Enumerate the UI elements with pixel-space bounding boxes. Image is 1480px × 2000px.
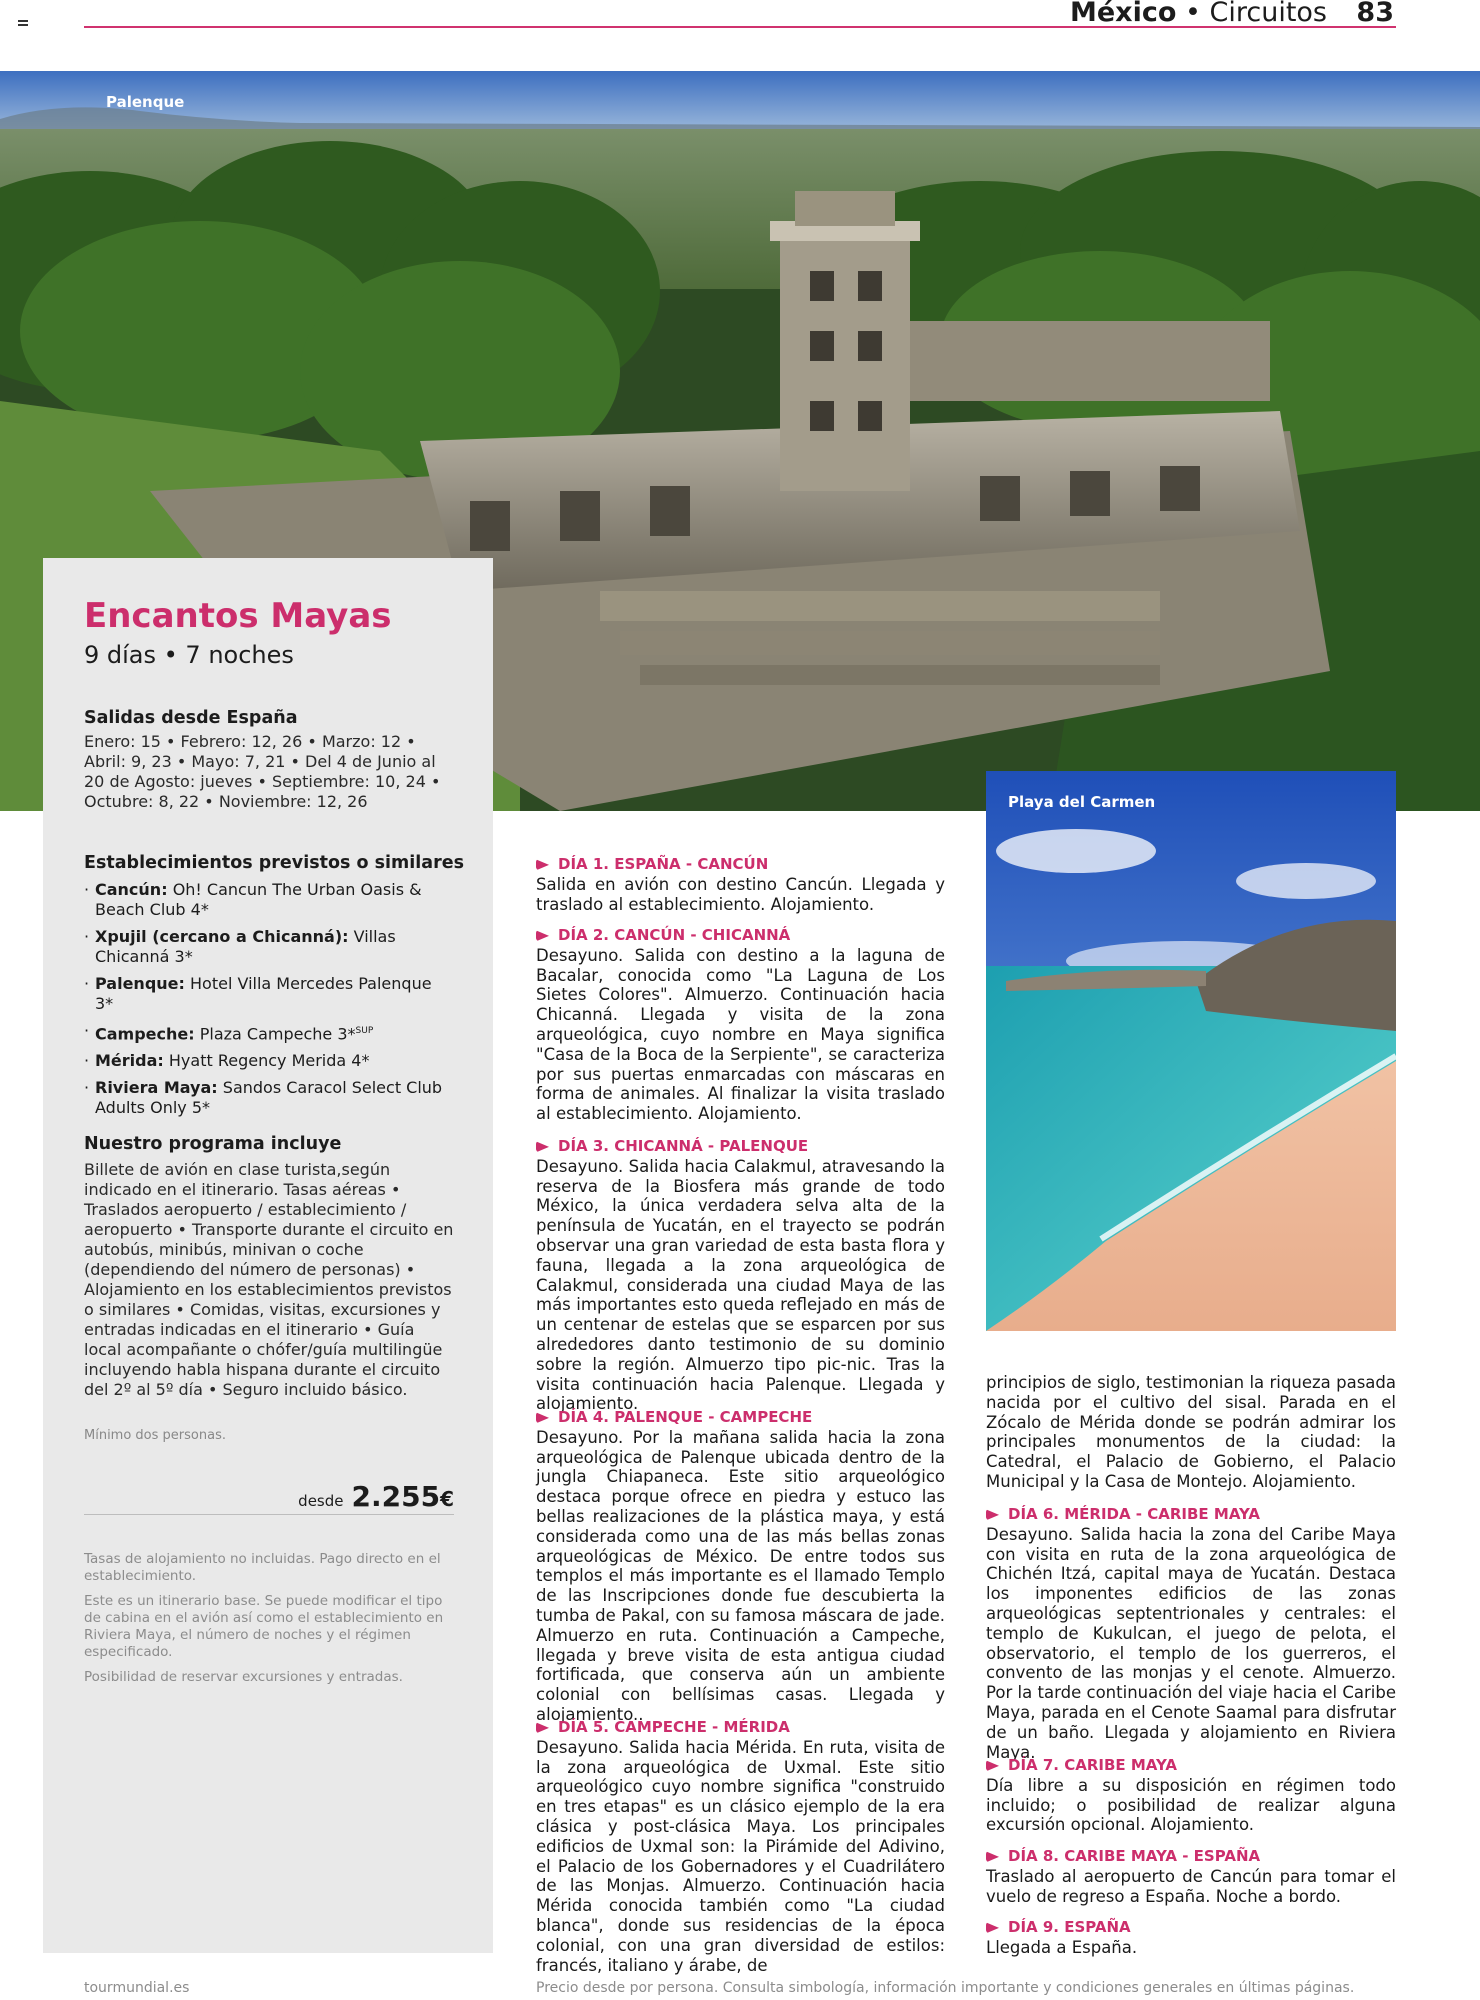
departures-heading: Salidas desde España: [84, 708, 298, 728]
menu-icon[interactable]: [18, 20, 28, 28]
arrow-tag-icon: [536, 1141, 549, 1152]
hotel-item: · Riviera Maya: Sandos Caracol Select Club Adults Only 5*: [84, 1078, 454, 1118]
note-itinerary: Este es un itinerario base. Se puede modificar el tipo de cabina en el avión así como el establecimiento en Riviera Maya, el número de noches y el régimen especificado.: [84, 1593, 444, 1660]
trip-duration: 9 días • 7 noches: [84, 641, 294, 669]
price-value: 2.255: [351, 1480, 441, 1513]
hotel-item: · Palenque: Hotel Villa Mercedes Palenque 3*: [84, 974, 454, 1014]
hero-photo-label: Palenque: [106, 93, 185, 111]
side-photo-playa-del-carmen: [986, 771, 1396, 1331]
hotels-list: [84, 880, 454, 1125]
hotels-heading: Establecimientos previstos o similares: [84, 853, 465, 873]
price: desde 2.255€: [298, 1480, 454, 1513]
page-number: 83: [1356, 0, 1394, 28]
departures-dates: Enero: 15 • Febrero: 12, 26 • Marzo: 12 • Abril: 9, 23 • Mayo: 7, 21 • Del 4 de Junio al 20 de Agosto: jueves • Septiembre: 10, 24 • Octubre: 8, 22 • Noviembre: 12, 26: [84, 732, 441, 811]
side-photo-label: Playa del Carmen: [1008, 793, 1156, 811]
hotel-item: · Mérida: Hyatt Regency Merida 4*: [84, 1051, 454, 1071]
day-7: DÍA 7. CARIBE MAYA Día libre a su disposición en régimen todo incluido; o posibilidad de realizar alguna excursión opcional. Alojamiento.: [986, 1756, 1396, 1835]
price-divider: [84, 1514, 454, 1515]
arrow-tag-icon: [536, 930, 549, 941]
day-6: DÍA 6. MÉRIDA - CARIBE MAYA Desayuno. Salida hacia la zona del Caribe Maya con visita en ruta de la zona arqueológica de Chichén Itzá, capital maya de Yucatán. Destaca los imponentes edificios de las zonas arqueológicas septentrionales y centrales: el templo de Kukulcan, el juego de pelota, el observatorio, el templo de los guerreros, el convento de las monjas y el cenote. Almuerzo. Por la tarde continuación del viaje hacia el Caribe Maya, parada en el Cenote Saamal para disfrutar de un baño. Llegada y alojamiento en Riviera Maya.: [986, 1505, 1396, 1762]
day-3: DÍA 3. CHICANNÁ - PALENQUE Desayuno. Salida hacia Calakmul, atravesando la reserva de la Biosfera más grande de todo México, la única verdadera selva alta de la península de Yucatán, en el trayecto se podrán observar una gran variedad de esta basta flora y fauna, llegada a la zona arqueológica de Calakmul, considerada una ciudad Maya de las más importantes esto queda reflejado en más de un centenar de estelas que se esparcen por sus alrededores danto testimonio de su dominio sobre la región. Almuerzo tipo pic-nic. Tras la visita continuación hacia Palenque. Llegada y alojamiento.: [536, 1137, 945, 1414]
footer-note: Precio desde por persona. Consulta simbología, información importante y condiciones generales en últimas páginas.: [536, 1980, 1355, 1996]
day-5: DÍA 5. CAMPECHE - MÉRIDA Desayuno. Salida hacia Mérida. En ruta, visita de la zona arqueológica de Uxmal. Este sitio arqueológico cuyo nombre significa "construido en tres etapas" es un clásico ejemplo de la era clásica y post-clásica Maya. Los principales edificios de Uxmal son: la Pirámide del Adivino, el Palacio de los Gobernadores y el Cuadrilátero de las Monjas. Almuerzo. Continuación hacia Mérida conocida también como "La ciudad blanca", donde sus residencias de la época colonial, con una gran diversidad de estilos: francés, italiano y árabe, de: [536, 1718, 945, 1975]
note-excursions: Posibilidad de reservar excursiones y entradas.: [84, 1669, 403, 1685]
minimum-note: Mínimo dos personas.: [84, 1428, 226, 1443]
arrow-tag-icon: [986, 1851, 999, 1862]
day-8: DÍA 8. CARIBE MAYA - ESPAÑA Traslado al aeropuerto de Cancún para tomar el vuelo de regreso a España. Noche a bordo.: [986, 1847, 1396, 1906]
page-section-title: México • Circuitos: [1070, 0, 1327, 28]
arrow-tag-icon: [986, 1760, 999, 1771]
day-2: DÍA 2. CANCÚN - CHICANNÁ Desayuno. Salida con destino a la laguna de Bacalar, conocida como "La Laguna de Los Sietes Colores". Almuerzo. Continuación hacia Chicanná. Llegada y visita de la zona arqueológica, cuyo nombre en Maya significa "Casa de la Boca de la Serpiente", se caracteriza por sus puertas enmarcadas con máscaras en forma de animales. Al finalizar la visita traslado al establecimiento. Alojamiento.: [536, 926, 945, 1124]
info-panel: [43, 558, 493, 1953]
day-4: DÍA 4. PALENQUE - CAMPECHE Desayuno. Por la mañana salida hacia la zona arqueológica de Palenque ubicada dentro de la jungla Chiapaneca. Este sitio arqueológico destaca porque ofrece en piedra y estuco las bellas realizaciones de la plástica maya, y está considerada como una de las más bellas zonas arqueológicas de México. De entre todos sus templos el más importante es el llamado Templo de las Inscripciones donde fue descubierta la tumba de Pakal, con su famosa máscara de jade. Almuerzo en ruta. Continuación a Campeche, llegada y breve visita de esta antigua ciudad fortificada, que conserva aún un ambiente colonial con bellísimas casas. Llegada y alojamiento..: [536, 1408, 945, 1724]
hotel-item: · Campeche: Plaza Campeche 3*$^{SUP}$: [84, 1021, 454, 1044]
program-includes: Billete de avión en clase turista,según indicado en el itinerario. Tasas aéreas • Traslados aeropuerto / establecimiento / aeropuerto • Transporte durante el circuito en autobús, minibús, minivan o coche (dependiendo del número de personas) • Alojamiento en los establecimientos previstos o similares • Comidas, visitas, excursiones y entradas indicadas en el itinerario • Guía local acompañante o chófer/guía multilingüe incluyendo habla hispana durante el circuito del 2º al 5º día • Seguro incluido básico.: [84, 1160, 454, 1399]
day-1: DÍA 1. ESPAÑA - CANCÚN Salida en avión con destino Cancún. Llegada y traslado al establecimiento. Alojamiento.: [536, 855, 945, 914]
arrow-tag-icon: [986, 1509, 999, 1520]
program-heading: Nuestro programa incluye: [84, 1134, 342, 1154]
arrow-tag-icon: [536, 859, 549, 870]
arrow-tag-icon: [536, 1722, 549, 1733]
arrow-tag-icon: [536, 1412, 549, 1423]
hotel-item: · Cancún: Oh! Cancun The Urban Oasis & Beach Club 4*: [84, 880, 454, 920]
day-5-continued: principios de siglo, testimonian la riqueza pasada nacida por el cultivo del sisal. Parada en el Zócalo de Mérida donde se podrán admirar los principales monumentos de la ciudad: la Catedral, el Palacio de Gobierno, el Palacio Municipal y la Casa de Montejo. Alojamiento.: [986, 1373, 1396, 1491]
trip-title: Encantos Mayas: [84, 596, 392, 636]
day-9: DÍA 9. ESPAÑA Llegada a España.: [986, 1918, 1138, 1957]
footer-website[interactable]: tourmundial.es: [84, 1980, 190, 1996]
note-taxes: Tasas de alojamiento no incluidas. Pago directo en el establecimiento.: [84, 1551, 441, 1584]
arrow-tag-icon: [986, 1922, 999, 1933]
hotel-item: · Xpujil (cercano a Chicanná): Villas Chicanná 3*: [84, 927, 454, 967]
